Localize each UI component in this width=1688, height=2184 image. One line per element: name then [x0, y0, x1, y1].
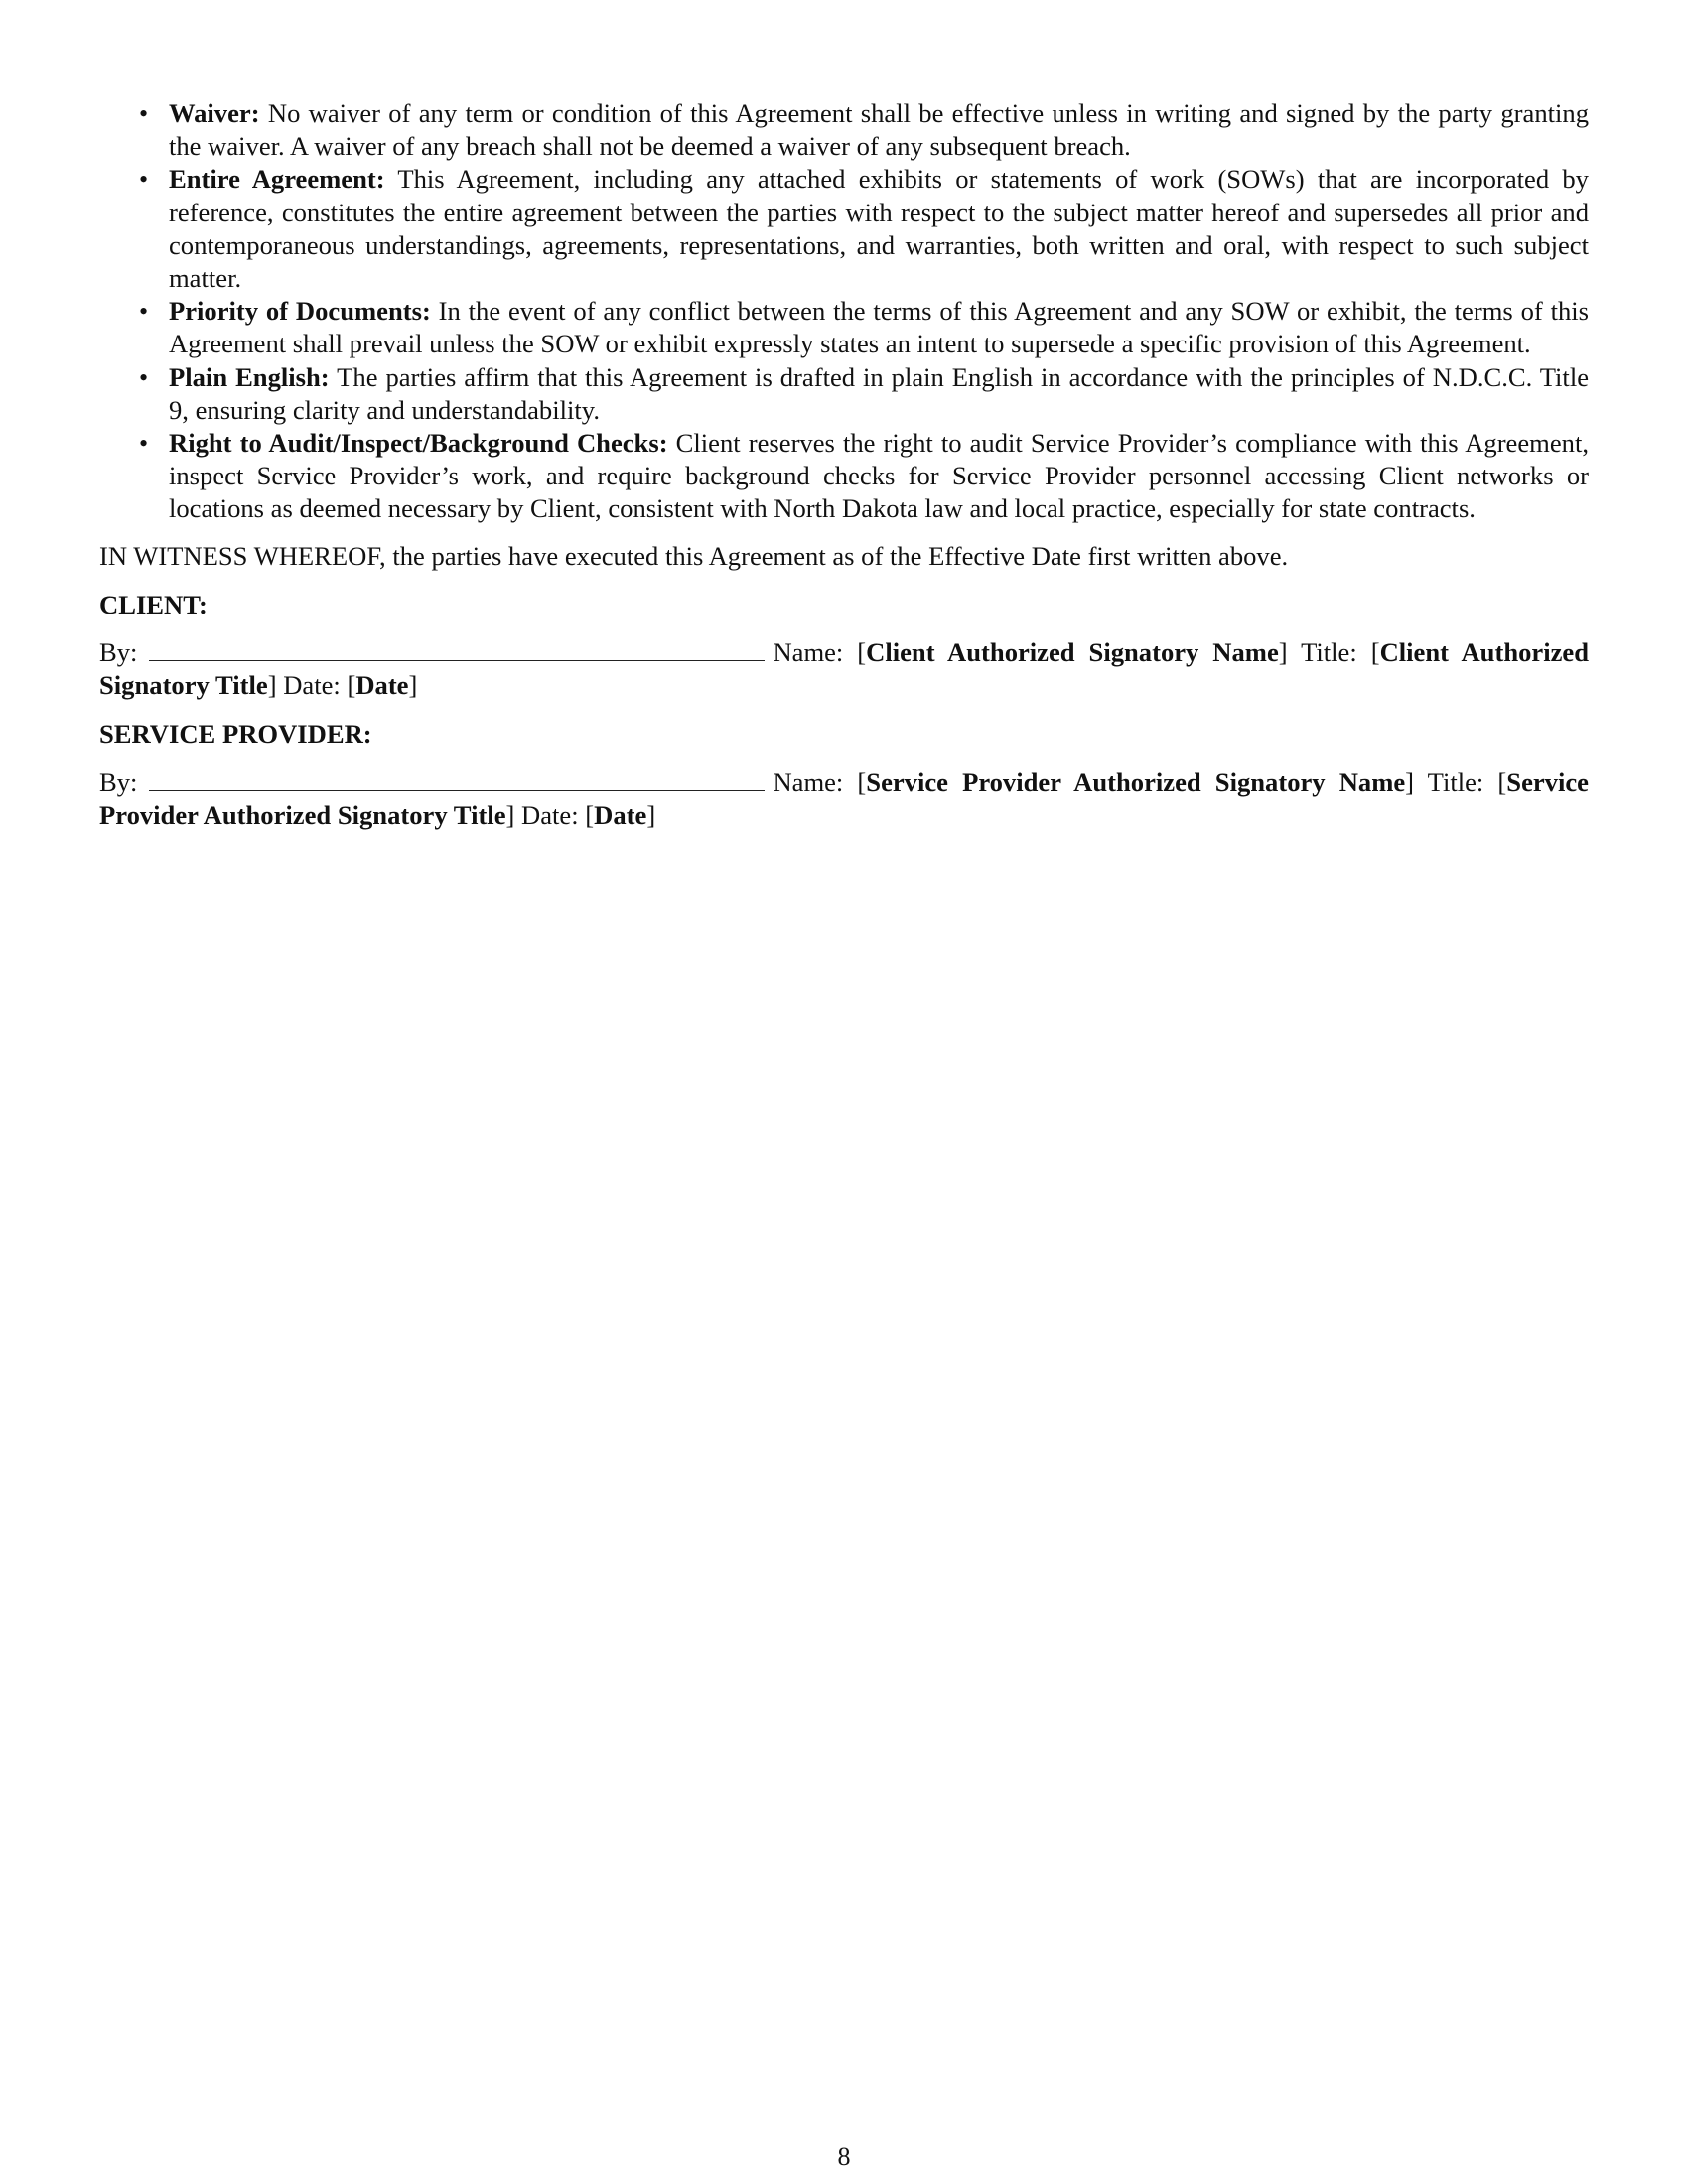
client-signature-line[interactable]: [149, 638, 765, 661]
title-label: Title:: [1427, 766, 1484, 797]
bullet-icon: •: [139, 362, 149, 392]
clause-term: Plain English:: [169, 361, 330, 392]
clause-term: Entire Agreement:: [169, 164, 385, 195]
clause-text: The parties affirm that this Agreement is drafted in plain English in accordance with the principles of N.D.C.C. Title 9, ensuring clarity and understandability.: [169, 361, 1590, 425]
clause-plain-english: [99, 361, 1589, 427]
clause-term: Waiver:: [169, 98, 260, 128]
client-heading: CLIENT:: [99, 589, 208, 619]
provider-signature-line[interactable]: [149, 768, 765, 791]
name-label: Name:: [773, 766, 844, 797]
document-page: [99, 97, 1589, 832]
clause-text: No waiver of any term or condition of this Agreement shall be effective unless in writing and signed by the party granting the waiver. A waiver of any breach shall not be deemed a waiver of any subsequent breach.: [169, 98, 1589, 162]
witness-statement: IN WITNESS WHEREOF, the parties have executed this Agreement as of the Effective Date first written above.: [99, 540, 1289, 571]
provider-signature-block: By: Name: [Service Provider Authorized Signatory Name] Title: [Service Provider Authorized Signatory Title] Date: [Date]: [99, 766, 1589, 830]
provider-date-placeholder: Date: [594, 799, 647, 830]
clause-entire-agreement: [99, 163, 1589, 295]
bullet-icon: •: [139, 99, 149, 128]
title-label: Title:: [1301, 637, 1357, 668]
name-label: Name:: [773, 637, 844, 668]
by-label: By:: [99, 637, 138, 668]
clause-right-to-audit: [99, 427, 1589, 526]
bullet-icon: •: [139, 297, 149, 327]
clause-priority-of-documents: [99, 295, 1589, 360]
date-label: Date:: [283, 670, 341, 701]
client-date-placeholder: Date: [355, 670, 409, 701]
clause-text: This Agreement, including any attached exhibits or statements of work (SOWs) that are incorporated by reference, constitutes the entire agreement between the parties with respect to the subject matter hereof and supersedes all prior and contemporaneous understandings, agreements, representations, and warranties, both written and oral, with respect to such subject matter.: [169, 164, 1589, 294]
date-label: Date:: [521, 799, 579, 830]
clause-waiver: [99, 97, 1589, 163]
client-signature-block: By: Name: [Client Authorized Signatory Name] Title: [Client Authorized Signatory Title] Date: [Date]: [99, 637, 1589, 701]
bullet-icon: •: [139, 429, 149, 459]
provider-name-placeholder: Service Provider Authorized Signatory Name: [866, 766, 1406, 797]
clause-term: Priority of Documents:: [169, 296, 431, 327]
bullet-icon: •: [139, 165, 149, 195]
clause-list: [99, 97, 1589, 526]
by-label: By:: [99, 766, 138, 797]
provider-title-placeholder: Service Provider Authorized Signatory Title: [99, 766, 1589, 830]
clause-text: Client reserves the right to audit Service Provider’s compliance with this Agreement, inspect Service Provider’s work, and require background checks for Service Provider personnel accessing Client networks or locations as deemed necessary by Client, consistent with North Dakota law and local practice, especially for state contracts.: [169, 428, 1589, 524]
clause-text: In the event of any conflict between the terms of this Agreement and any SOW or exhibit, the terms of this Agreement shall prevail unless the SOW or exhibit expressly states an intent to supersede a specific provision of this Agreement.: [169, 296, 1589, 359]
client-name-placeholder: Client Authorized Signatory Name: [866, 637, 1279, 668]
clause-term: Right to Audit/Inspect/Background Checks:: [169, 428, 668, 459]
provider-heading: SERVICE PROVIDER:: [99, 719, 372, 750]
page-number: 8: [837, 2142, 851, 2171]
client-title-placeholder: Client Authorized Signatory Title: [99, 637, 1589, 701]
